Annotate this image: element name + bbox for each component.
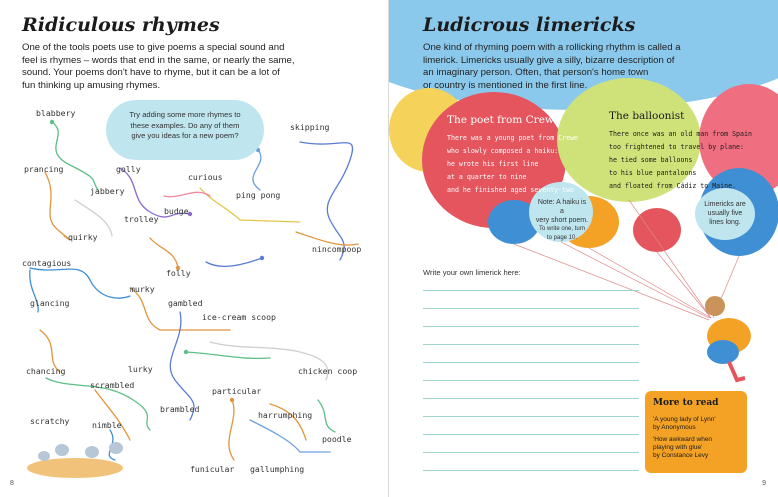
poem-line: There was a young poet from Crewe — [447, 134, 579, 142]
word-harrumphing: harrumphing — [258, 410, 313, 420]
word-contagious: contagious — [22, 258, 72, 268]
word-particular: particular — [212, 386, 262, 396]
reading-title: playing with glue' — [653, 444, 703, 451]
word-quirky: quirky — [68, 232, 98, 242]
write-label: Write your own limerick here: — [423, 268, 521, 277]
word-gallumphing: gallumphing — [250, 464, 305, 474]
writing-line[interactable] — [423, 398, 639, 399]
right-page — [389, 0, 778, 497]
word-chicken-coop: chicken coop — [298, 366, 358, 376]
page-number: 9 — [762, 480, 766, 487]
bubble-line: these examples. Do any of them — [130, 120, 240, 130]
writing-line[interactable] — [423, 434, 639, 435]
word-curious: curious — [188, 172, 223, 182]
bubble-line: give you ideas for a new poem? — [131, 131, 239, 140]
note-line: usually five — [707, 210, 743, 217]
word-folly: folly — [166, 268, 191, 278]
writing-line[interactable] — [423, 308, 639, 309]
poem-title: The poet from Crewe — [447, 114, 561, 126]
word-trolley: trolley — [124, 214, 159, 224]
word-gambled: gambled — [168, 298, 203, 308]
intro-line: sound. Your poems don't have to rhyme, but it can be a lot of — [22, 67, 280, 79]
word-funicular: funicular — [190, 464, 235, 474]
intro-line: fun thinking up amusing rhymes. — [22, 79, 161, 91]
intro-line: an imaginary person. Often, that person's home town — [423, 67, 649, 79]
word-scrambled: scrambled — [90, 380, 135, 390]
writing-line[interactable] — [423, 470, 639, 471]
word-blabbery: blabbery — [36, 108, 76, 118]
intro-line: feel is rhymes – words that end in the same, or nearly the same, — [22, 54, 295, 66]
poem-line: who slowly composed a haiku: — [447, 147, 559, 155]
writing-line[interactable] — [423, 290, 639, 291]
writing-line[interactable] — [423, 452, 639, 453]
reading-author: by Constance Levy — [653, 452, 709, 459]
poem-line: he wrote his first line — [447, 160, 539, 168]
intro-text — [423, 42, 703, 92]
reading-title: 'A young lady of Lynn' — [653, 416, 716, 423]
more-to-read-title: More to read — [653, 398, 719, 408]
writing-line[interactable] — [423, 416, 639, 417]
word-poodle: poodle — [322, 434, 352, 444]
page-title: Ludicrous limericks — [423, 14, 636, 36]
word-lurky: lurky — [128, 364, 153, 374]
reading-item — [653, 416, 743, 432]
reading-title: 'How awkward when — [653, 436, 713, 443]
note-line: Limericks are — [704, 201, 746, 208]
word-murky: murky — [130, 284, 155, 294]
reading-item — [653, 436, 743, 460]
word-nimble: nimble — [92, 420, 122, 430]
note-line: To write one, turn — [538, 226, 586, 232]
intro-line: limerick. Limericks usually give a silly, bizarre description of — [423, 54, 675, 66]
page-title: Ridiculous rhymes — [22, 14, 220, 36]
word-golly: golly — [116, 164, 141, 174]
note-line: to page 10. — [546, 235, 578, 241]
intro-text — [22, 42, 372, 92]
word-budge: budge — [164, 206, 189, 216]
note-line: Note: A haiku is a — [537, 199, 587, 215]
writing-line[interactable] — [423, 326, 639, 327]
intro-line: One kind of rhyming poem with a rollicking rhythm is called a — [423, 42, 681, 53]
poem-title: The balloonist — [609, 110, 685, 122]
intro-line: or country is mentioned in the first line. — [423, 79, 588, 91]
word-ping-pong: ping pong — [236, 190, 281, 200]
word-prancing: prancing — [24, 164, 64, 174]
note-line: lines long. — [709, 219, 741, 226]
poem-line: too frightened to travel by plane: — [609, 143, 744, 151]
word-jabbery: jabbery — [90, 186, 125, 196]
page-number: 8 — [10, 480, 14, 487]
limerick-note — [699, 200, 751, 227]
word-scratchy: scratchy — [30, 416, 70, 426]
writing-line[interactable] — [423, 362, 639, 363]
tip-bubble — [106, 100, 264, 160]
poem-line: he tied some balloons — [609, 156, 693, 164]
poem-line: at a quarter to nine — [447, 173, 527, 181]
haiku-note — [535, 198, 589, 243]
writing-line[interactable] — [423, 344, 639, 345]
word-nincompoop: nincompoop — [312, 244, 362, 254]
reading-author: by Anonymous — [653, 424, 696, 431]
bubble-line: Try adding some more rhymes to — [129, 110, 241, 119]
poem-line: and floated from Cádiz to Maine. — [609, 182, 737, 190]
word-ice-cream-scoop: ice-cream scoop — [202, 312, 276, 322]
poem-line: to his blue pantaloons — [609, 169, 697, 177]
intro-line: One of the tools poets use to give poems a special sound and — [22, 42, 285, 53]
poem-line: There once was an old man from Spain — [609, 130, 752, 138]
word-chancing: chancing — [26, 366, 66, 376]
writing-line[interactable] — [423, 380, 639, 381]
note-line: very short poem. — [535, 217, 589, 224]
word-glancing: glancing — [30, 298, 70, 308]
poem-line: and he finished aged seventy-two — [447, 186, 575, 194]
word-brambled: brambled — [160, 404, 200, 414]
word-skipping: skipping — [290, 122, 330, 132]
